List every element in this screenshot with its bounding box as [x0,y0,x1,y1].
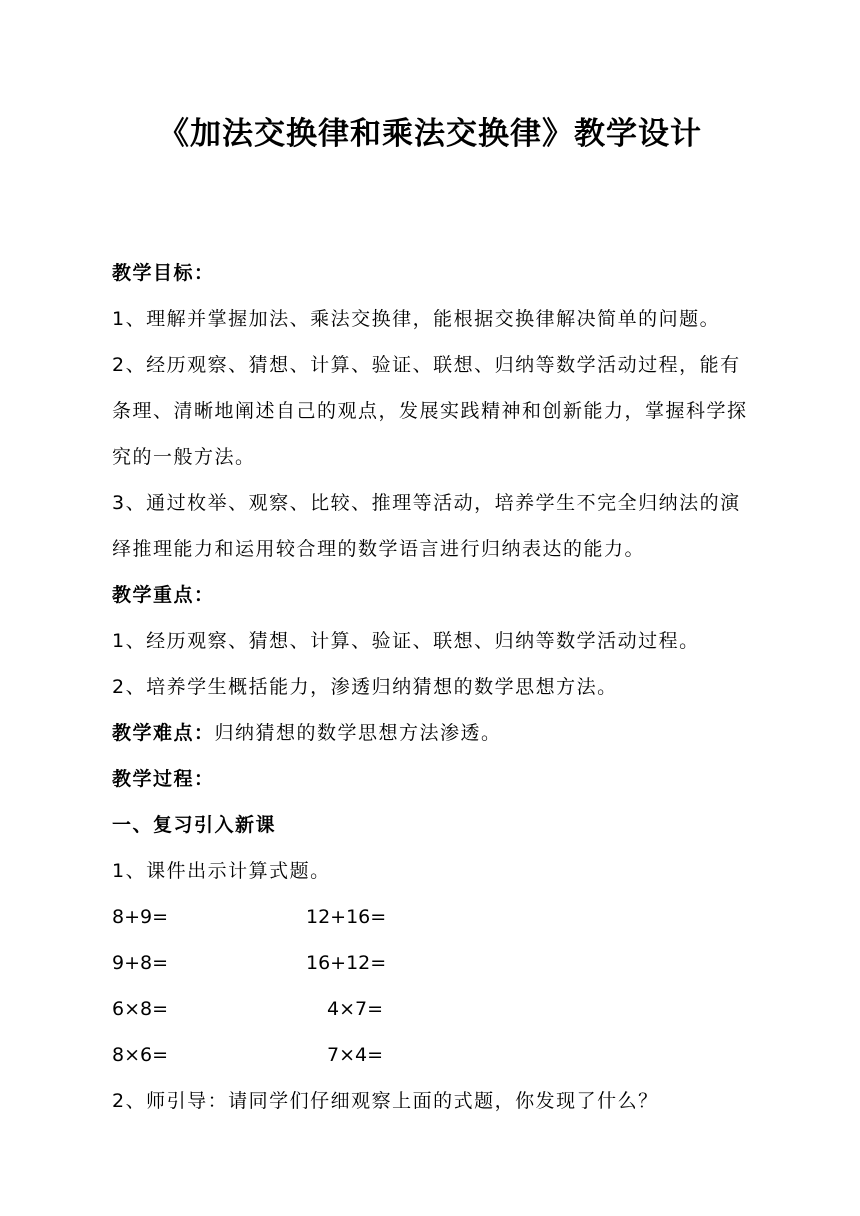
key-point-item-1: 1、经历观察、猜想、计算、验证、联想、归纳等数学活动过程。 [112,630,700,652]
process-heading: 教学过程： [112,768,215,790]
equation-left: 8×6= [112,1044,169,1066]
document-body [112,250,758,1124]
objectives-heading: 教学目标： [112,262,215,284]
key-point-item-2: 2、培养学生概括能力，渗透归纳猜想的数学思想方法。 [112,676,618,698]
objective-item-1: 1、理解并掌握加法、乘法交换律，能根据交换律解决简单的问题。 [112,308,721,330]
equation-row [112,940,758,986]
equation-right: 12+16= [306,906,387,928]
equation-left: 6×8= [112,998,169,1020]
step-1: 1、课件出示计算式题。 [112,860,331,882]
equation-row [112,986,758,1032]
step-2: 2、师引导：请同学们仔细观察上面的式题，你发现了什么？ [112,1090,659,1112]
difficulty-line [112,710,758,756]
section-1-title: 一、复习引入新课 [112,814,277,836]
difficulty-text: 归纳猜想的数学思想方法渗透。 [214,722,502,744]
equation-right: 4×7= [327,998,384,1020]
equation-right: 7×4= [327,1044,384,1066]
equation-row [112,894,758,940]
equation-row [112,1032,758,1078]
equation-right: 16+12= [306,952,387,974]
key-points-heading: 教学重点： [112,584,215,606]
equation-left: 8+9= [112,906,169,928]
objective-item-2: 2、经历观察、猜想、计算、验证、联想、归纳等数学活动过程，能有条理、清晰地阐述自己的观点，发展实践精神和创新能力，掌握科学探究的一般方法。 [112,354,748,468]
difficulty-heading: 教学难点： [112,722,215,744]
objective-item-3: 3、通过枚举、观察、比较、推理等活动，培养学生不完全归纳法的演绎推理能力和运用较合理的数学语言进行归纳表达的能力。 [112,492,741,560]
equation-left: 9+8= [112,952,169,974]
document-title: 《加法交换律和乘法交换律》教学设计 [158,116,702,152]
